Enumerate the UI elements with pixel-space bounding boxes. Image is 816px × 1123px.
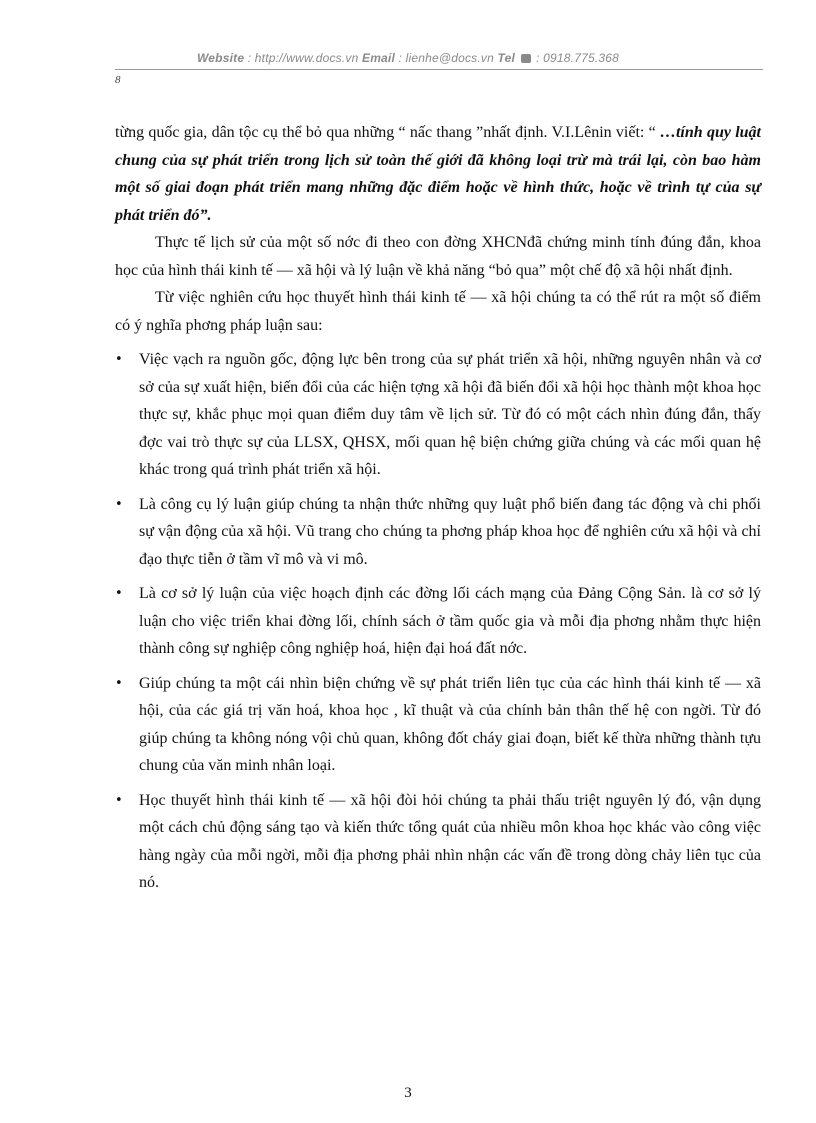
bullet-item-1 — [115, 346, 761, 484]
website-label: Website — [197, 51, 245, 65]
bullet-item-5 — [115, 787, 761, 897]
header-rule — [115, 69, 763, 70]
bullet-item-3 — [115, 580, 761, 663]
website-link[interactable]: : http://www.docs.vn — [244, 51, 362, 65]
bullet-text-5: Học thuyết hình thái kinh tế — xã hội đòi hỏi chúng ta phải thấu triệt nguyên lý đó, vận dụng một cách chủ động sáng tạo và kiến thức tổng quát của nhiều môn khoa học khác vào công việc hàng ngày của mỗi ngời, mỗi địa phơng phải nhìn nhận các vấn đề trong dòng chảy liên tục của nó. — [139, 791, 761, 891]
email-link[interactable]: : lienhe@docs.vn — [395, 51, 498, 65]
bullet-text-1: Việc vạch ra nguồn gốc, động lực bên trong của sự phát triển xã hội, những nguyên nhân và cơ sở của sự xuất hiện, biến đổi của các hiện tợng xã hội đã biến đổi xã hội học thành một khoa học thực sự, khắc phục mọi quan điểm duy tâm về lịch sử. Từ đó có một cách nhìn đúng đắn, thấy đợc vai trò thực sự của LLSX, QHSX, mối quan hệ biện chứng giữa chúng và các mối quan hệ khác trong quá trình phát triển xã hội. — [139, 351, 761, 478]
paragraph-2: Thực tế lịch sử của một số nớc đi theo con đờng XHCNđã chứng minh tính đúng đắn, khoa học của hình thái kinh tế — xã hội và lý luận về khả năng “bỏ qua” một chế độ xã hội nhất định. — [115, 234, 761, 279]
paragraph-3: Từ việc nghiên cứu học thuyết hình thái kinh tế — xã hội chúng ta có thể rút ra một số điểm có ý nghĩa phơng pháp luận sau: — [115, 289, 761, 334]
bullet-text-4: Giúp chúng ta một cái nhìn biện chứng về sự phát triển liên tục của các hình thái kinh tế — xã hội, của các giá trị văn hoá, khoa học , kĩ thuật và của chính bản thân thế hệ con ngời. Từ đó giúp chúng ta không nóng vội chủ quan, không đốt cháy giai đoạn, biết kế thừa những thành tựu chung của văn minh nhân loại. — [139, 674, 761, 774]
bullet-item-4 — [115, 670, 761, 780]
bullet-icon: • — [115, 586, 123, 601]
bullet-icon: • — [115, 352, 123, 367]
document-body — [115, 119, 761, 897]
page-number: 3 — [404, 1085, 412, 1101]
bullet-text-2: Là công cụ lý luận giúp chúng ta nhận thức những quy luật phổ biến đang tác động và chi phối sự vận động của xã hội. Vũ trang cho chúng ta phơng pháp khoa học để nghiên cứu xã hội và chỉ đạo thực tiễn ở tầm vĩ mô và vi mô. — [139, 495, 761, 568]
email-label: Email — [361, 51, 395, 65]
bullet-text-3: Là cơ sở lý luận của việc hoạch định các đờng lối cách mạng của Đảng Cộng Sản. là cơ sở lý luận cho việc triển khai đờng lối, chính sách ở tầm quốc gia và mỗi địa phơng nhằm thực hiện thành công sự nghiệp công nghiệp hoá, hiện đại hoá đất nớc. — [139, 585, 761, 657]
lenin-quote: …tính quy luật chung của sự phát triển trong lịch sử toàn thế giới đã không loại trừ mà trái lại, còn bao hàm một số giai đoạn phát triển mang những đặc điểm hoặc về hình thức, hoặc về trình tự của sự phát triển đó”. — [115, 124, 761, 224]
header-corner-mark: 8 — [115, 74, 121, 86]
paragraph-1 — [115, 119, 761, 229]
bullet-item-2 — [115, 491, 761, 574]
bullet-icon: • — [115, 792, 123, 808]
paragraph-1-lead: từng quốc gia, dân tộc cụ thể bỏ qua những “ nấc thang ”nhất định. V.I.Lênin viết: “ — [115, 124, 656, 141]
tel-label: Tel — [497, 51, 516, 65]
page-header — [0, 51, 816, 65]
bullet-icon: • — [115, 496, 123, 512]
tel-value: : 0918.775.368 — [532, 51, 619, 65]
bullet-icon: • — [115, 675, 123, 691]
phone-icon — [521, 54, 531, 63]
